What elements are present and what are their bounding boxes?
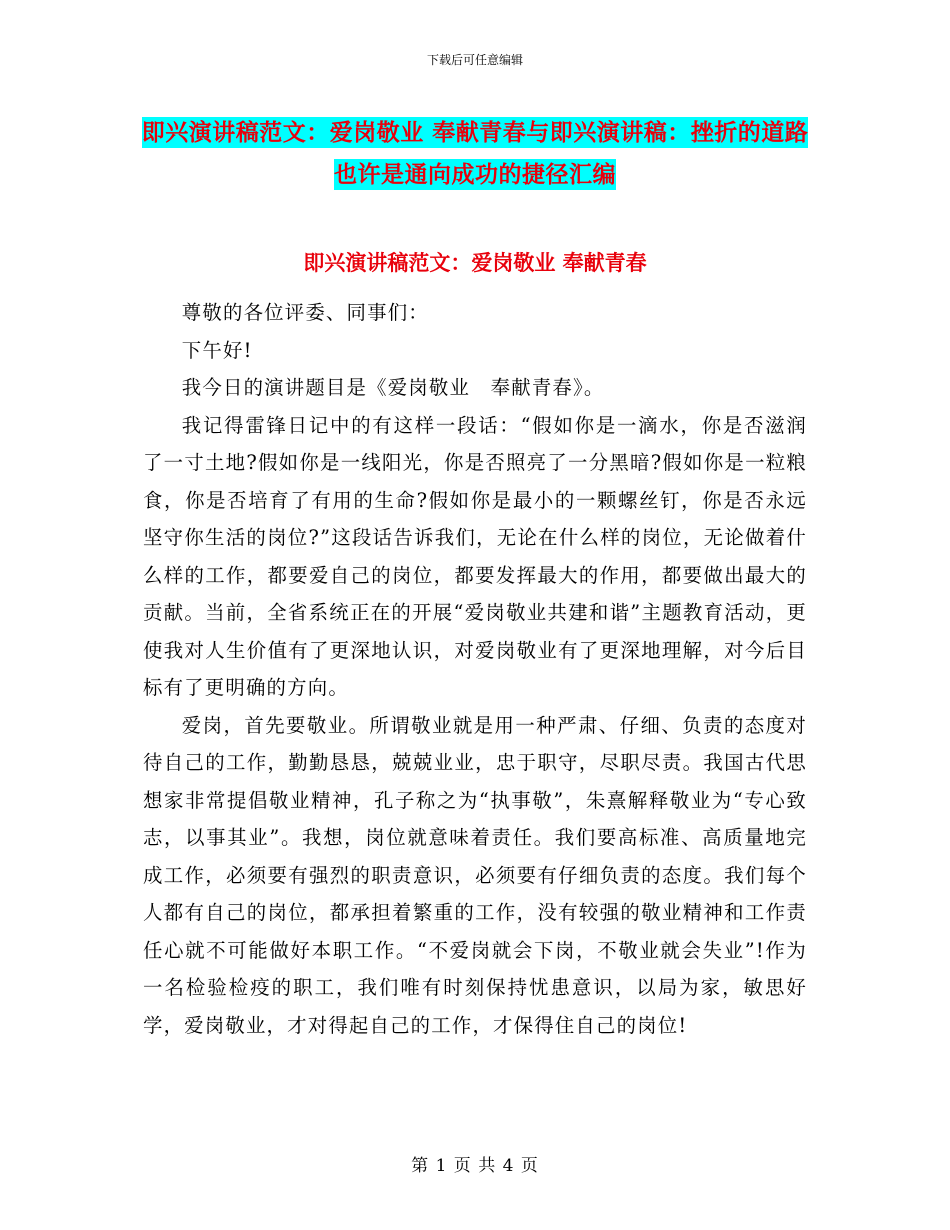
page-number: 第 1 页 共 4 页 [411, 1156, 539, 1176]
salutation: 尊敬的各位评委、同事们： [181, 301, 429, 324]
document-title [140, 112, 810, 196]
body-paragraph: 爱岗，首先要敬业。所谓敬业就是用一种严肃、仔细、负责的态度对待自己的工作，勤勤恳恳，兢兢业业，忠于职守，尽职尽责。我国古代思想家非常提倡敬业精神，孔子称之为“执事敬”，朱熹解释敬业为“专心致志，以事其业”。我想，岗位就意味着责任。我们要高标准、高质量地完成工作，必须要有强烈的职责意识，必须要有仔细负责的态度。我们每个人都有自己的岗位，都承担着繁重的工作，没有较强的敬业精神和工作责任心就不可能做好本职工作。“不爱岗就会下岗，不敬业就会失业”!作为一名检验检疫的职工，我们唯有时刻保持忧患意识，以局为家，敏思好学，爱岗敬业，才对得起自己的工作，才保得住自己的岗位! [143, 713, 807, 1037]
speech-topic: 我今日的演讲题目是《爱岗敬业 奉献青春》。 [181, 376, 605, 399]
header-note: 下载后可任意编辑 [426, 53, 523, 67]
document-title-text: 即兴演讲稿范文：爱岗敬业 奉献青春与即兴演讲稿：挫折的道路也许是通向成功的捷径汇编 [141, 119, 809, 188]
document-body [143, 294, 807, 1044]
page-footer [0, 1155, 950, 1177]
greeting: 下午好! [181, 338, 253, 362]
section-title: 即兴演讲稿范文：爱岗敬业 奉献青春 [303, 250, 647, 275]
body-paragraph: 我记得雷锋日记中的有这样一段话：“假如你是一滴水，你是否滋润了一寸土地?假如你是一线阳光，你是否照亮了一分黑暗?假如你是一粒粮食，你是否培育了有用的生命?假如你是最小的一颗螺丝钉，你是否永远坚守你生活的岗位?”这段话告诉我们，无论在什么样的岗位，无论做着什么样的工作，都要爱自己的岗位，都要发挥最大的作用，都要做出最大的贡献。当前，全省系统正在的开展“爱岗敬业共建和谐”主题教育活动，更使我对人生价值有了更深地认识，对爱岗敬业有了更深地理解，对今后目标有了更明确的方向。 [143, 413, 807, 699]
page-header [0, 52, 950, 68]
